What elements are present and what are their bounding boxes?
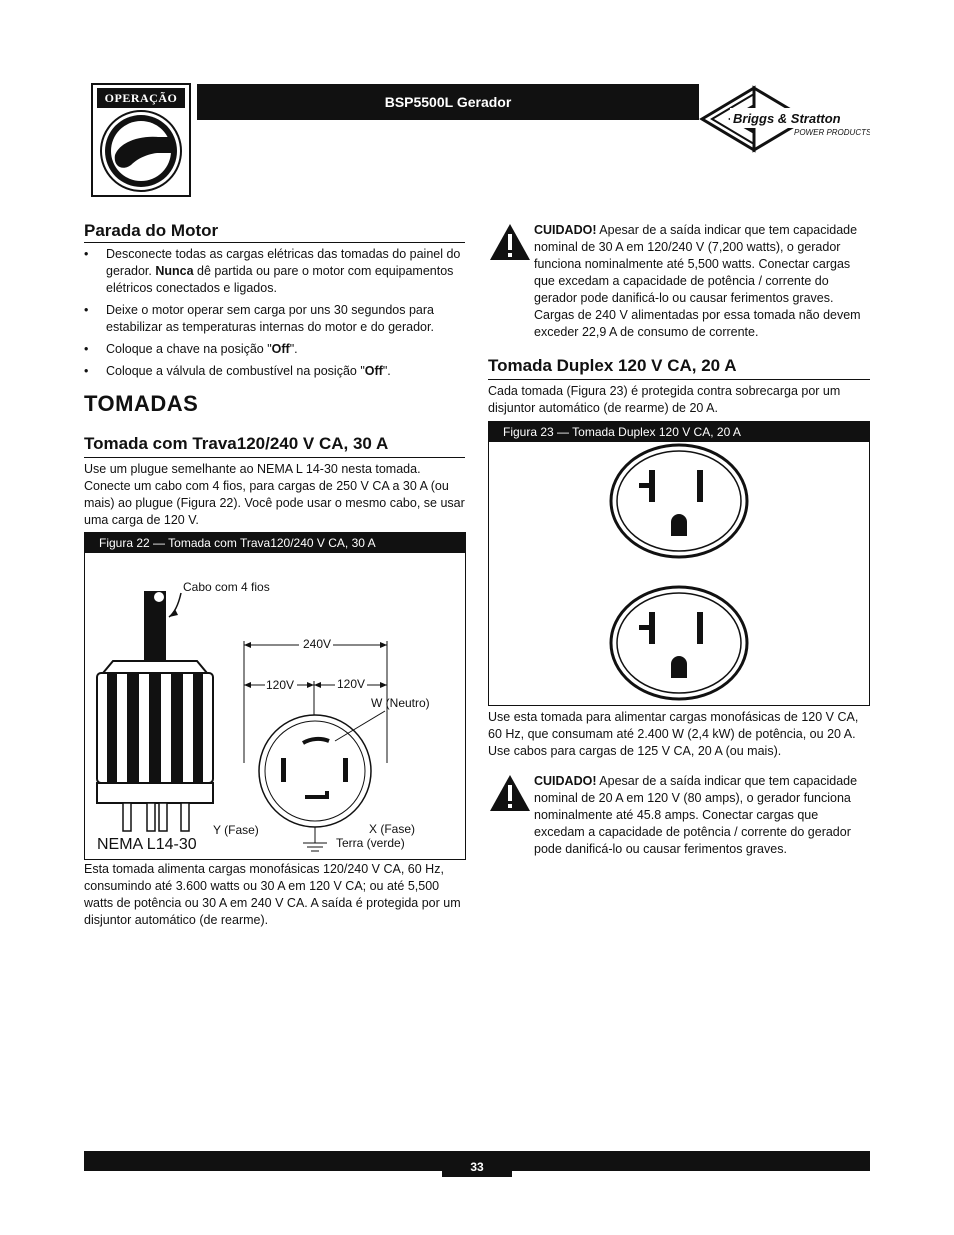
svg-text:Y (Fase): Y (Fase)	[213, 823, 259, 837]
page-number: 33	[442, 1151, 512, 1177]
section-title-parada: Parada do Motor	[84, 221, 219, 240]
svg-text:120V: 120V	[337, 677, 366, 691]
plug-icon	[97, 661, 213, 831]
nema-l14-30-diagram	[85, 553, 465, 859]
logo-sub-text: POWER PRODUCTS	[794, 128, 870, 137]
hand-switch-icon	[97, 109, 185, 193]
cable-icon	[144, 591, 166, 661]
svg-text:Cabo com 4 fios: Cabo com 4 fios	[183, 580, 270, 594]
list-item: • Deixe o motor operar sem carga por uns 30 segundos para estabilizar as temperaturas internas do motor e do gerador.	[84, 302, 465, 336]
receptacle-bottom-icon	[611, 587, 747, 699]
parada-bullet-list	[84, 246, 465, 385]
warning-triangle-icon	[488, 222, 532, 262]
svg-text:X (Fase): X (Fase)	[369, 822, 416, 836]
section-title-duplex: Tomada Duplex 120 V CA, 20 A	[488, 356, 737, 375]
ground-label-text: Terra (verde)	[336, 836, 405, 850]
section-rule	[84, 242, 465, 243]
receptacle-face-icon	[259, 715, 371, 827]
operation-badge	[91, 83, 191, 197]
svg-text:120V: 120V	[266, 678, 295, 692]
figure-23	[488, 421, 870, 706]
list-item: • Desconecte todas as cargas elétricas das tomadas do painel do gerador. Nunca dê partida ou pare o motor com equipamentos elétricos conectados e ligados.	[84, 246, 465, 297]
badge-label: OPERAÇÃO	[97, 88, 185, 108]
svg-text:240V: 240V	[303, 637, 332, 651]
list-item: • Coloque a chave na posição "Off".	[84, 341, 465, 358]
briggs-stratton-logo	[698, 84, 870, 154]
nema-label: NEMA L14-30	[97, 836, 197, 853]
section-rule	[84, 457, 465, 458]
list-item: • Coloque a válvula de combustível na posição "Off".	[84, 363, 465, 380]
duplex-receptacle-diagram	[489, 442, 869, 705]
warning-2: CUIDADO! Apesar de a saída indicar que tem capacidade nominal de 20 A em 120 V (80 amps), o gerador funciona nominalmente até 45.8 amps. Conectar cargas que excedam a capacidade de potência / corrente do gerador pode danificá-lo ou causar ferimentos graves.	[534, 774, 858, 856]
warning-triangle-icon	[488, 773, 532, 813]
duplex-paragraph: Cada tomada (Figura 23) é protegida contra sobrecarga por um disjuntor automático (de rearme) de 20 A.	[488, 384, 841, 415]
section-rule	[488, 379, 870, 380]
figure-23-caption: Figura 23 — Tomada Duplex 120 V CA, 20 A	[489, 422, 869, 442]
trava-description: Esta tomada alimenta cargas monofásicas 120/240 V CA, 60 Hz, consumindo até 3.600 watts ou 30 A em 120 V CA; ou até 5,500 watts de potência ou 30 A em 240 V CA. A saída é protegida por um disjuntor automático (de rearme).	[84, 862, 461, 927]
main-heading-tomadas: TOMADAS	[84, 391, 199, 416]
section-title-trava: Tomada com Trava120/240 V CA, 30 A	[84, 434, 389, 453]
figure-22	[84, 532, 466, 860]
svg-text:W (Neutro): W (Neutro)	[371, 696, 430, 710]
figure-22-caption: Figura 22 — Tomada com Trava120/240 V CA, 30 A	[85, 533, 465, 553]
receptacle-top-icon	[611, 445, 747, 557]
document-title-bar: BSP5500L Gerador	[197, 84, 699, 120]
duplex-description: Use esta tomada para alimentar cargas monofásicas de 120 V CA, 60 Hz, que consumam até 2.400 W (2,4 kW) de potência, ou 20 A. Use cabos para cargas de 125 V CA, 20 A (ou mais).	[488, 710, 859, 758]
warning-1: CUIDADO! Apesar de a saída indicar que tem capacidade nominal de 30 A em 120/240 V (7,200 watts), o gerador funciona nominalmente até 5,500 watts. Conectar cargas que excedam a capacidade de potência / corrente do gerador pode danificá-lo ou causar ferimentos graves. Cargas de 240 V alimentadas por essa tomada não devem exceder 22,9 A de consumo de corrente.	[534, 223, 861, 339]
trava-paragraph: Use um plugue semelhante ao NEMA L 14-30 nesta tomada. Conecte um cabo com 4 fios, para cargas de 250 V CA a 30 A (ou mais) ao plugue (Figura 22). Você pode usar o mesmo cabo, se usar uma carga de 120 V.	[84, 462, 465, 527]
logo-brand-text: Briggs & Stratton	[733, 111, 841, 126]
